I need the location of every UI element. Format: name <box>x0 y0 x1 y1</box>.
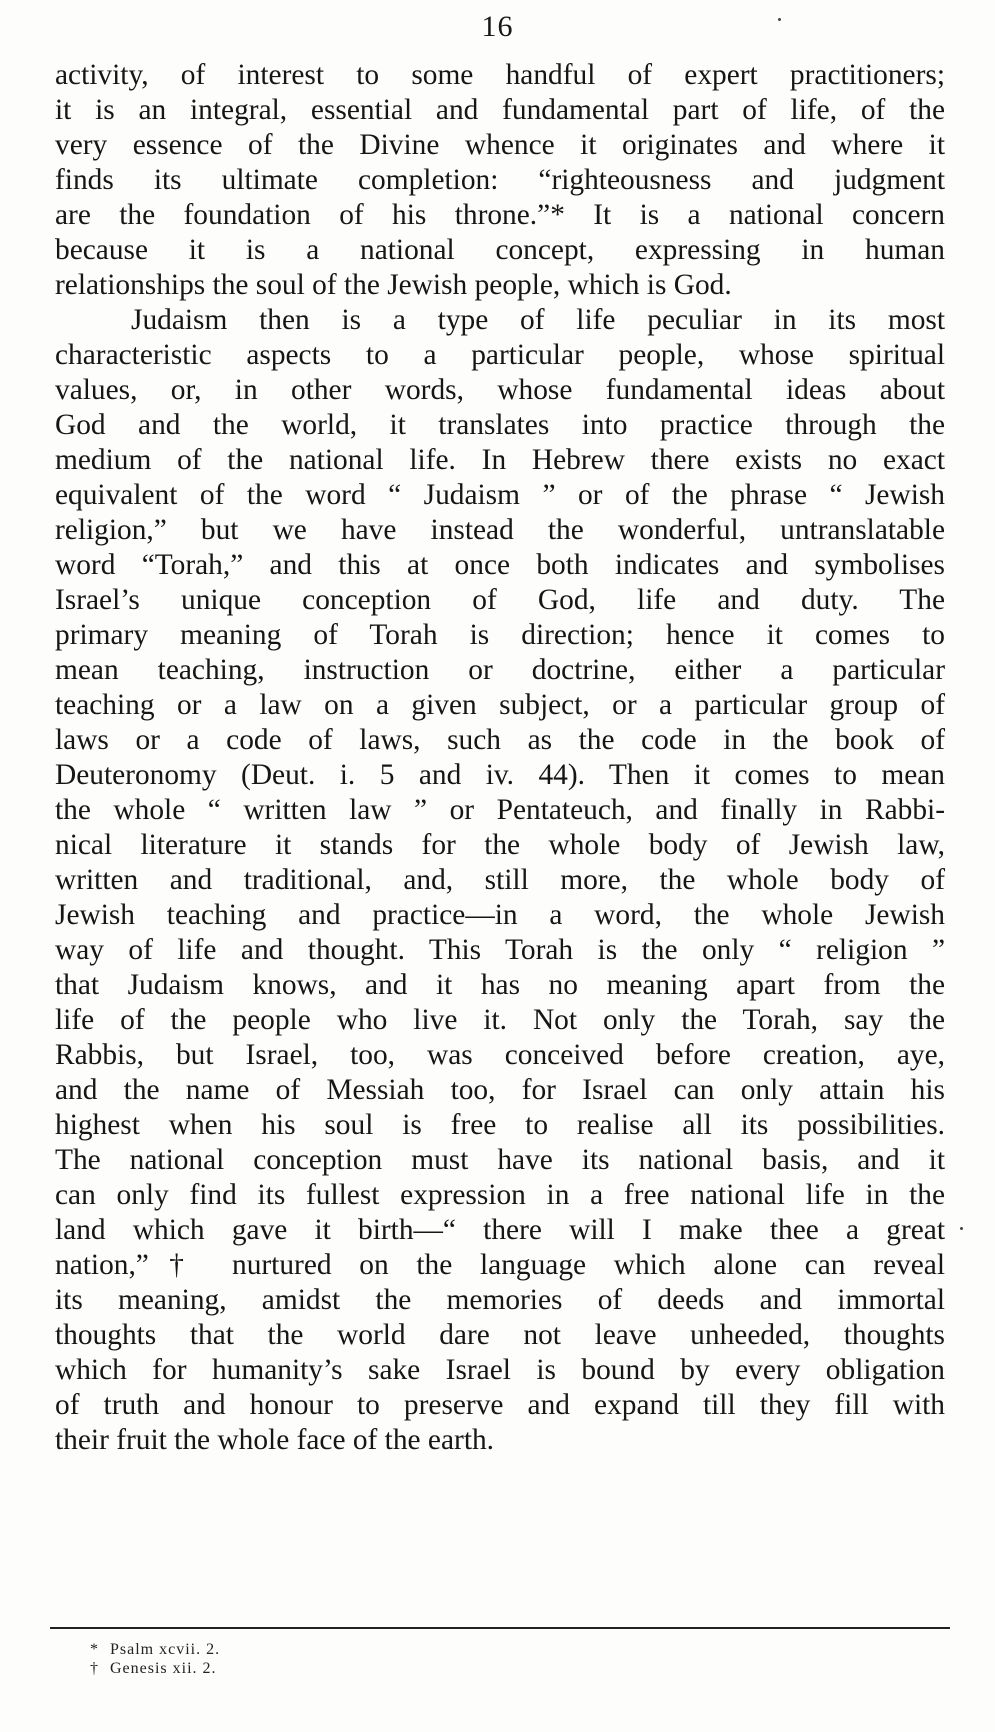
text-line: religion,” but we have instead the wonderful, untranslatable <box>55 514 945 546</box>
text-line: primary meaning of Torah is direction; hence it comes to <box>55 619 945 651</box>
text-line: word “Torah,” and this at once both indicates and symbolises <box>55 549 945 581</box>
text-line: very essence of the Divine whence it originates and where it <box>55 129 945 161</box>
text-line: Israel’s unique conception of God, life and duty. The <box>55 584 945 616</box>
text-line: that Judaism knows, and it has no meaning apart from the <box>55 969 945 1001</box>
text-line: written and traditional, and, still more, the whole body of <box>55 864 945 896</box>
text-line: their fruit the whole face of the earth. <box>55 1424 495 1456</box>
text-line: medium of the national life. In Hebrew there exists no exact <box>55 444 945 476</box>
text-line: relationships the soul of the Jewish people, which is God. <box>55 269 732 301</box>
text-line: its meaning, amidst the memories of deeds and immortal <box>55 1284 945 1316</box>
footnote <box>90 1640 220 1659</box>
text-line: laws or a code of laws, such as the code in the book of <box>55 724 945 756</box>
text-line: highest when his soul is free to realise all its possibilities. <box>55 1109 945 1141</box>
text-line: nical literature it stands for the whole body of Jewish law, <box>55 829 945 861</box>
text-line: Rabbis, but Israel, too, was conceived before creation, aye, <box>55 1039 945 1071</box>
text-line: equivalent of the word “ Judaism ” or of the phrase “ Jewish <box>55 479 945 511</box>
footnotes <box>90 1640 220 1678</box>
ink-speck <box>960 1227 963 1230</box>
footnote-text: Genesis xii. 2. <box>110 1660 217 1677</box>
text-line: it is an integral, essential and fundamental part of life, of the <box>55 94 945 126</box>
text-line: because it is a national concept, expressing in human <box>55 234 945 266</box>
text-line: which for humanity’s sake Israel is bound by every obligation <box>55 1354 945 1386</box>
text-line: nation,”† nurtured on the language which alone can reveal <box>55 1249 945 1281</box>
footnote-mark: * <box>90 1641 99 1658</box>
text-line: are the foundation of his throne.”* It is a national concern <box>55 199 945 231</box>
text-line: mean teaching, instruction or doctrine, either a particular <box>55 654 945 686</box>
text-line: teaching or a law on a given subject, or a particular group of <box>55 689 945 721</box>
text-line: The national conception must have its national basis, and it <box>55 1144 945 1176</box>
text-line: land which gave it birth—“ there will I make thee a great <box>55 1214 945 1246</box>
text-line: can only find its fullest expression in a free national life in the <box>55 1179 945 1211</box>
text-line: of truth and honour to preserve and expand till they fill with <box>55 1389 945 1421</box>
text-line: thoughts that the world dare not leave unheeded, thoughts <box>55 1319 945 1351</box>
page-number: 16 <box>481 10 514 43</box>
text-line: characteristic aspects to a particular people, whose spiritual <box>55 339 945 371</box>
text-line: finds its ultimate completion: “righteousness and judgment <box>55 164 945 196</box>
text-line: God and the world, it translates into practice through the <box>55 409 945 441</box>
text-line: activity, of interest to some handful of expert practitioners; <box>55 59 945 91</box>
text-line: way of life and thought. This Torah is the only “ religion ” <box>55 934 945 966</box>
text-line: life of the people who live it. Not only the Torah, say the <box>55 1004 945 1036</box>
footnote <box>90 1659 220 1678</box>
footnote-mark: † <box>90 1660 99 1677</box>
text-line: the whole “ written law ” or Pentateuch, and finally in Rabbi- <box>55 794 945 826</box>
text-line: and the name of Messiah too, for Israel can only attain his <box>55 1074 945 1106</box>
footnote-text: Psalm xcvii. 2. <box>110 1641 221 1658</box>
paragraph-first-line: Judaism then is a type of life peculiar in its most <box>131 304 945 336</box>
body-text <box>55 58 945 1458</box>
ink-speck <box>778 18 781 21</box>
footnote-divider <box>50 1627 950 1629</box>
text-line: values, or, in other words, whose fundamental ideas about <box>55 374 945 406</box>
text-line: Jewish teaching and practice—in a word, the whole Jewish <box>55 899 945 931</box>
text-line: Deuteronomy (Deut. i. 5 and iv. 44). Then it comes to mean <box>55 759 945 791</box>
